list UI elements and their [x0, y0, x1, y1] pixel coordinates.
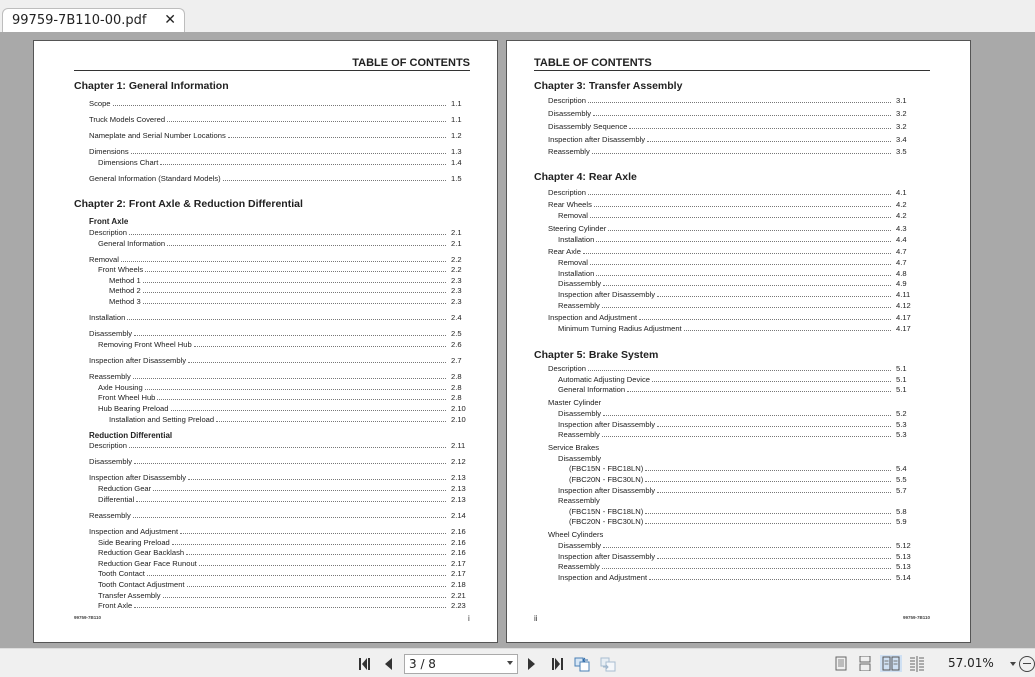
toc-entry[interactable]: Removal 4.2 — [558, 211, 907, 220]
toc-entry[interactable]: Nameplate and Serial Number Locations 1.2 — [89, 131, 462, 140]
toc-entry[interactable]: Inspection after Disassembly 5.3 — [558, 420, 907, 429]
continuous-layout-button[interactable] — [857, 655, 873, 672]
toc-entry[interactable]: Inspection after Disassembly 3.4 — [548, 135, 907, 144]
toc-entry[interactable]: Axle Housing 2.8 — [98, 383, 462, 392]
toc-entry[interactable]: Transfer Assembly 2.21 — [98, 591, 466, 600]
toc-entry[interactable]: Side Bearing Preload 2.16 — [98, 538, 466, 547]
page-indicator: 3 / 8 — [409, 657, 436, 671]
facing-pages-icon — [882, 656, 900, 671]
toc-entry[interactable]: Rear Wheels 4.2 — [548, 200, 907, 209]
toc-entry[interactable]: Inspection after Disassembly 5.13 — [558, 552, 911, 561]
bottom-toolbar — [0, 648, 1035, 677]
toc-entry[interactable]: Reduction Gear 2.13 — [98, 484, 466, 493]
toc-entry[interactable]: General Information (Standard Models) 1.5 — [89, 174, 462, 183]
toc-entry[interactable]: Method 2 2.3 — [109, 286, 462, 295]
tab-title: 99759-7B110-00.pdf — [12, 13, 147, 28]
single-page-layout-button[interactable] — [833, 655, 849, 672]
toc-entry[interactable]: Method 1 2.3 — [109, 276, 462, 285]
toc-entry[interactable]: Automatic Adjusting Device 5.1 — [558, 375, 907, 384]
toc-entry[interactable]: Inspection and Adjustment 5.14 — [558, 573, 911, 582]
forward-view-icon — [600, 656, 616, 672]
toc-entry[interactable]: Reduction Gear Backlash 2.16 — [98, 548, 466, 557]
toc-entry[interactable]: Reassembly 5.13 — [558, 562, 911, 571]
toc-entry[interactable]: Description 4.1 — [548, 188, 907, 197]
toc-entry[interactable]: Hub Bearing Preload 2.10 — [98, 404, 466, 413]
last-page-button[interactable] — [549, 655, 565, 672]
toc-entry[interactable]: Inspection after Disassembly 2.13 — [89, 473, 466, 482]
toc-group-heading: Wheel Cylinders — [548, 530, 604, 539]
toc-entry[interactable]: Reassembly 3.5 — [548, 147, 907, 156]
toc-entry[interactable]: Front Wheels 2.2 — [98, 265, 462, 274]
toc-entry[interactable]: General Information 5.1 — [558, 385, 907, 394]
chapter-title: Chapter 4: Rear Axle — [534, 171, 637, 183]
toc-entry[interactable]: Scope 1.1 — [89, 99, 462, 108]
subsection-title: Front Axle — [89, 217, 129, 226]
prev-page-icon — [383, 657, 393, 671]
toc-entry[interactable]: (FBC20N - FBC30LN) 5.9 — [569, 517, 907, 526]
toc-entry[interactable]: Front Axle 2.23 — [98, 601, 466, 610]
facing-pages-layout-button[interactable] — [880, 655, 902, 672]
subsection-title: Reduction Differential — [89, 431, 173, 440]
toc-group-heading: Master Cylinder — [548, 398, 602, 407]
toc-entry[interactable]: Minimum Turning Radius Adjustment 4.17 — [558, 324, 911, 333]
next-page-button[interactable] — [525, 655, 539, 672]
toc-entry[interactable]: Disassembly Sequence 3.2 — [548, 122, 907, 131]
toc-entry[interactable]: Disassembly 3.2 — [548, 109, 907, 118]
toc-entry[interactable]: Dimensions Chart 1.4 — [98, 158, 462, 167]
toc-entry[interactable]: Inspection and Adjustment 4.17 — [548, 313, 911, 322]
footer-page-number: i — [468, 614, 470, 623]
close-icon[interactable]: ✕ — [164, 12, 176, 28]
toc-entry[interactable]: (FBC20N - FBC30LN) 5.5 — [569, 475, 907, 484]
toc-group-heading: Reassembly — [558, 496, 600, 505]
previous-page-button[interactable] — [381, 655, 395, 672]
page-header: TABLE OF CONTENTS — [534, 57, 652, 69]
page-header: TABLE OF CONTENTS — [352, 57, 470, 69]
toc-entry[interactable]: Inspection after Disassembly 5.7 — [558, 486, 907, 495]
single-page-icon — [835, 656, 847, 671]
document-tab[interactable] — [2, 8, 185, 33]
toc-entry[interactable]: Reassembly 2.14 — [89, 511, 466, 520]
first-page-button[interactable] — [357, 655, 373, 672]
toc-entry[interactable]: Description 2.11 — [89, 441, 466, 450]
toc-entry[interactable]: Disassembly 4.9 — [558, 279, 907, 288]
toc-entry[interactable]: Removal 2.2 — [89, 255, 462, 264]
chapter-title: Chapter 3: Transfer Assembly — [534, 80, 683, 92]
toc-entry[interactable]: Front Wheel Hub 2.8 — [98, 393, 462, 402]
toc-entry[interactable]: Reduction Gear Face Runout 2.17 — [98, 559, 466, 568]
toc-entry[interactable]: Tooth Contact Adjustment 2.18 — [98, 580, 466, 589]
toc-entry[interactable]: Truck Models Covered 1.1 — [89, 115, 462, 124]
toc-entry[interactable]: Method 3 2.3 — [109, 297, 462, 306]
footer-doc-code: 99759-7B110 — [903, 615, 931, 620]
chevron-down-icon — [507, 661, 513, 665]
toc-entry[interactable]: (FBC15N - FBC18LN) 5.8 — [569, 507, 907, 516]
chapter-title: Chapter 5: Brake System — [534, 349, 659, 361]
toc-group-heading: Service Brakes — [548, 443, 600, 452]
toc-entry[interactable]: Inspection after Disassembly 4.11 — [558, 290, 911, 299]
continuous-icon — [859, 656, 871, 671]
header-rule — [74, 70, 470, 71]
toc-entry[interactable]: Inspection and Adjustment 2.16 — [89, 527, 466, 536]
toc-entry[interactable]: Disassembly 5.2 — [558, 409, 907, 418]
toc-entry[interactable]: Reassembly 5.3 — [558, 430, 907, 439]
facing-continuous-icon — [908, 656, 926, 672]
toc-entry[interactable]: Differential 2.13 — [98, 495, 466, 504]
chapter-title: Chapter 1: General Information — [74, 80, 229, 92]
toc-entry[interactable]: Disassembly 2.5 — [89, 329, 462, 338]
toc-entry[interactable]: General Information 2.1 — [98, 239, 462, 248]
first-page-icon — [358, 657, 372, 671]
toc-group-heading: Disassembly — [558, 454, 602, 463]
page-ii — [506, 40, 971, 643]
toc-entry[interactable]: Installation 2.4 — [89, 313, 462, 322]
toc-entry[interactable]: Disassembly 2.12 — [89, 457, 466, 466]
toc-entry[interactable]: Steering Cylinder 4.3 — [548, 224, 907, 233]
page-i — [33, 40, 498, 643]
toc-entry[interactable]: Reassembly 4.12 — [558, 301, 911, 310]
toc-entry[interactable]: Installation 4.4 — [558, 235, 907, 244]
next-view-button[interactable] — [599, 655, 617, 672]
zoom-level[interactable]: 57.01% — [948, 656, 994, 670]
document-viewer[interactable] — [0, 32, 1035, 648]
toc-entry[interactable]: Description 5.1 — [548, 364, 907, 373]
chapter-title: Chapter 2: Front Axle & Reduction Differential — [74, 198, 303, 210]
toc-entry[interactable]: Disassembly 5.12 — [558, 541, 911, 550]
previous-view-button[interactable] — [573, 655, 591, 672]
back-view-icon — [574, 656, 590, 672]
toc-entry[interactable]: Installation and Setting Preload 2.10 — [109, 415, 466, 424]
toc-entry[interactable]: Tooth Contact 2.17 — [98, 569, 466, 578]
last-page-icon — [550, 657, 564, 671]
footer-page-number: ii — [534, 614, 538, 623]
zoom-out-icon[interactable] — [1019, 656, 1035, 672]
toc-entry[interactable]: Rear Axle 4.7 — [548, 247, 907, 256]
toc-entry[interactable]: Dimensions 1.3 — [89, 147, 462, 156]
zoom-dropdown-chevron-icon[interactable] — [1010, 662, 1016, 666]
tab-bar — [0, 0, 1035, 32]
toc-entry[interactable]: Description 3.1 — [548, 96, 907, 105]
toc-entry[interactable]: Inspection after Disassembly 2.7 — [89, 356, 462, 365]
toc-entry[interactable]: Removal 4.7 — [558, 258, 907, 267]
toc-entry[interactable]: Installation 4.8 — [558, 269, 907, 278]
header-rule — [534, 70, 930, 71]
toc-entry[interactable]: Removing Front Wheel Hub 2.6 — [98, 340, 462, 349]
toc-entry[interactable]: Description 2.1 — [89, 228, 462, 237]
facing-continuous-layout-button[interactable] — [907, 655, 927, 672]
next-page-icon — [527, 657, 537, 671]
toc-entry[interactable]: (FBC15N - FBC18LN) 5.4 — [569, 464, 907, 473]
footer-doc-code: 99759-7B110 — [74, 615, 102, 620]
page-number-dropdown[interactable] — [404, 654, 518, 674]
toc-entry[interactable]: Reassembly 2.8 — [89, 372, 462, 381]
